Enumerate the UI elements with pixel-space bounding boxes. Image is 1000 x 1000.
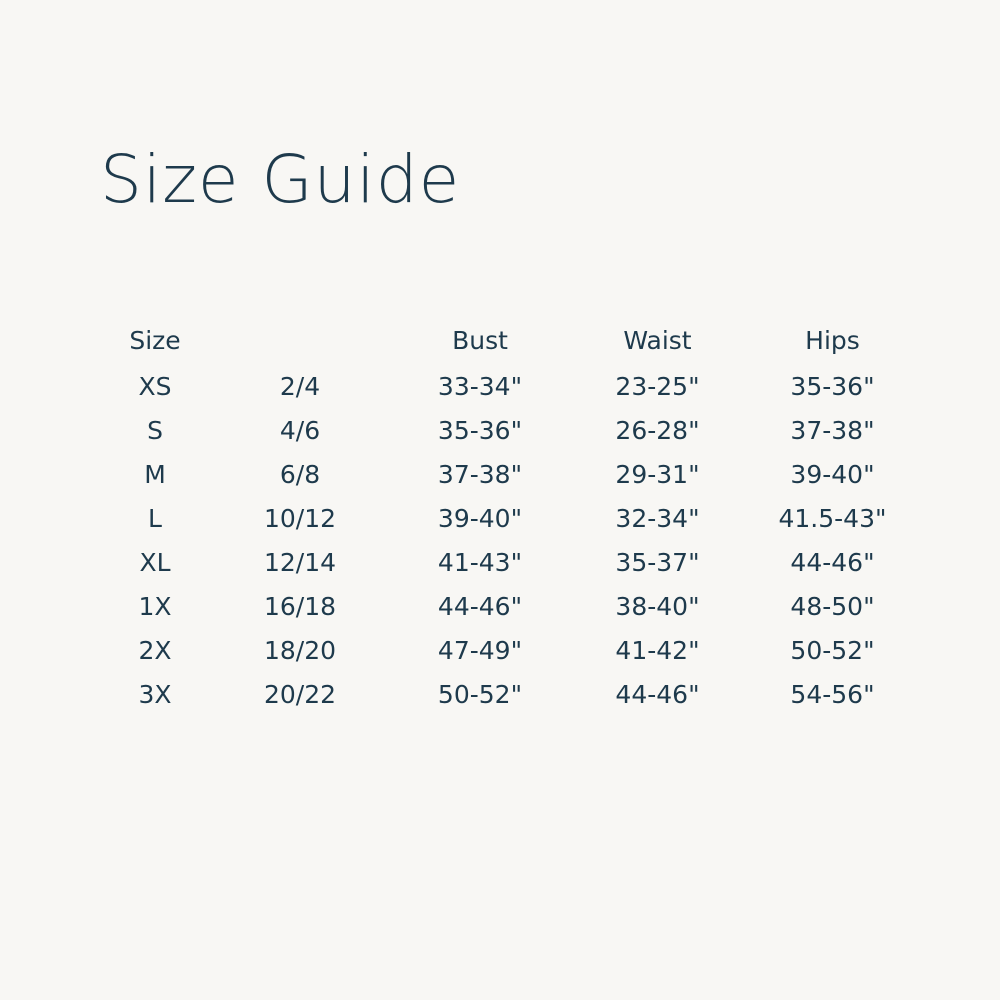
cell-bust: 50-52": [437, 679, 523, 709]
cell-numeric: 4/6: [279, 415, 321, 445]
cell-waist: 26-28": [615, 415, 700, 445]
table-row: [100, 584, 920, 628]
cell-numeric: 12/14: [263, 547, 337, 577]
cell-waist: 29-31": [615, 459, 700, 489]
cell-numeric: 2/4: [279, 371, 321, 401]
cell-hips: 37-38": [790, 415, 875, 445]
cell-waist: 41-42": [615, 635, 700, 665]
table-header-row: [100, 318, 920, 364]
table-row: [100, 452, 920, 496]
cell-hips: 54-56": [790, 679, 875, 709]
cell-size: XL: [139, 547, 171, 577]
cell-size: M: [144, 459, 166, 489]
table-body: [100, 364, 920, 716]
column-header-waist: Waist: [623, 325, 692, 355]
column-header-hips: Hips: [805, 325, 860, 355]
size-table: [100, 318, 920, 716]
column-header-size: Size: [129, 325, 181, 355]
cell-bust: 41-43": [437, 547, 523, 577]
cell-waist: 32-34": [615, 503, 700, 533]
cell-hips: 39-40": [790, 459, 875, 489]
page-title: Size Guide: [100, 141, 461, 219]
table-row: [100, 628, 920, 672]
cell-numeric: 16/18: [263, 591, 337, 621]
size-chart: [100, 318, 920, 716]
cell-bust: 44-46": [437, 591, 523, 621]
cell-size: 3X: [138, 679, 172, 709]
column-header-numeric: [210, 318, 390, 364]
cell-waist: 44-46": [615, 679, 700, 709]
cell-bust: 47-49": [437, 635, 523, 665]
cell-size: L: [148, 503, 162, 533]
cell-numeric: 6/8: [279, 459, 321, 489]
column-header-bust: Bust: [452, 325, 508, 355]
cell-hips: 41.5-43": [778, 503, 887, 533]
table-row: [100, 364, 920, 408]
cell-numeric: 10/12: [263, 503, 337, 533]
table-row: [100, 540, 920, 584]
table-row: [100, 496, 920, 540]
cell-bust: 33-34": [437, 371, 523, 401]
cell-waist: 35-37": [615, 547, 700, 577]
cell-waist: 23-25": [615, 371, 700, 401]
cell-hips: 50-52": [790, 635, 875, 665]
cell-waist: 38-40": [615, 591, 700, 621]
cell-bust: 37-38": [437, 459, 523, 489]
table-row: [100, 672, 920, 716]
cell-size: 2X: [138, 635, 172, 665]
cell-size: S: [147, 415, 163, 445]
cell-numeric: 20/22: [263, 679, 337, 709]
cell-bust: 35-36": [437, 415, 523, 445]
cell-hips: 44-46": [790, 547, 875, 577]
cell-hips: 35-36": [790, 371, 875, 401]
cell-size: XS: [138, 371, 172, 401]
cell-numeric: 18/20: [263, 635, 337, 665]
cell-size: 1X: [138, 591, 172, 621]
cell-bust: 39-40": [437, 503, 523, 533]
cell-hips: 48-50": [790, 591, 875, 621]
table-row: [100, 408, 920, 452]
table-header: [100, 318, 920, 364]
